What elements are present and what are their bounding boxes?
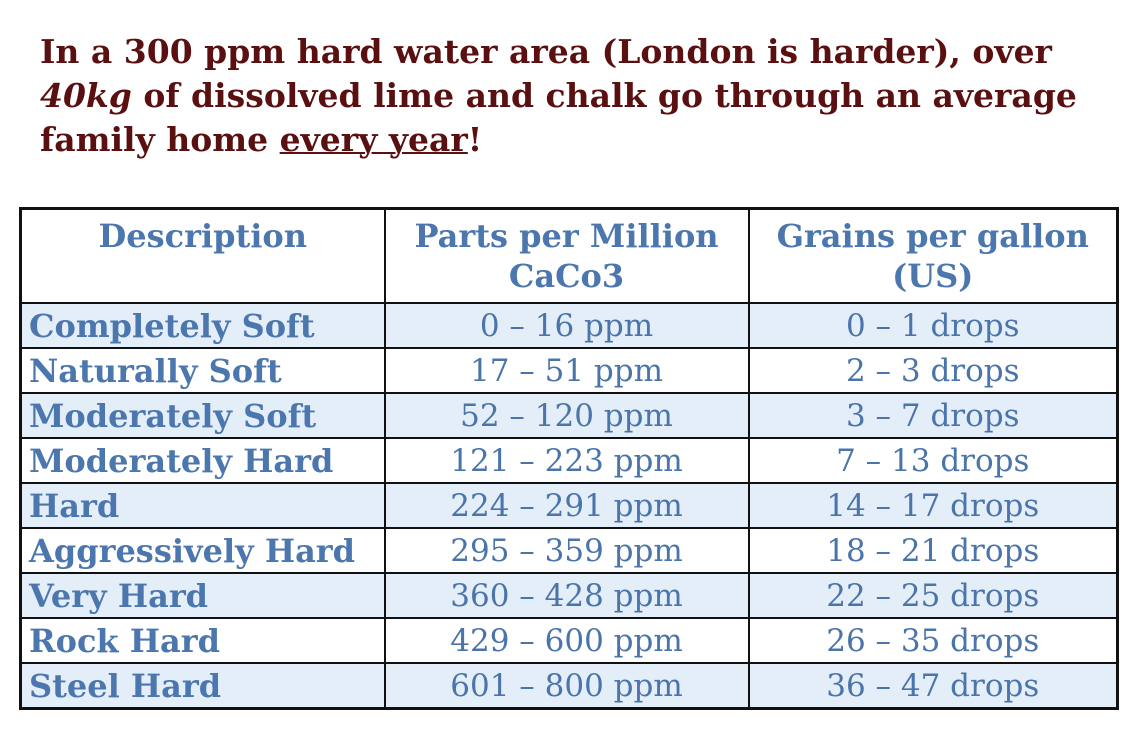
- headline-line-3-start: family home: [40, 120, 280, 159]
- table-row: [21, 303, 1118, 348]
- cell-gpg: 2 – 3 drops: [749, 348, 1118, 393]
- cell-description: Moderately Hard: [21, 438, 385, 483]
- headline-emphasis-40kg: 40kg: [40, 76, 132, 115]
- headline-underlined-every-year: every year: [279, 120, 468, 159]
- header-gpg-line-1: Grains per gallon: [776, 217, 1089, 255]
- headline: [40, 30, 1120, 162]
- header-description: [21, 209, 385, 304]
- cell-description: Naturally Soft: [21, 348, 385, 393]
- cell-gpg: 22 – 25 drops: [749, 573, 1118, 618]
- cell-ppm: 52 – 120 ppm: [385, 393, 749, 438]
- cell-ppm: 224 – 291 ppm: [385, 483, 749, 528]
- header-gpg: [749, 209, 1118, 304]
- cell-gpg: 3 – 7 drops: [749, 393, 1118, 438]
- table-header-row: [21, 209, 1118, 304]
- cell-description: Moderately Soft: [21, 393, 385, 438]
- cell-gpg: 26 – 35 drops: [749, 618, 1118, 663]
- cell-description: Rock Hard: [21, 618, 385, 663]
- cell-description: Aggressively Hard: [21, 528, 385, 573]
- cell-ppm: 295 – 359 ppm: [385, 528, 749, 573]
- table-row: [21, 393, 1118, 438]
- header-ppm: [385, 209, 749, 304]
- cell-ppm: 360 – 428 ppm: [385, 573, 749, 618]
- table-row: [21, 663, 1118, 709]
- table-row: [21, 528, 1118, 573]
- headline-line-3-end: !: [467, 120, 483, 159]
- cell-description: Hard: [21, 483, 385, 528]
- cell-gpg: 7 – 13 drops: [749, 438, 1118, 483]
- cell-ppm: 17 – 51 ppm: [385, 348, 749, 393]
- cell-gpg: 36 – 47 drops: [749, 663, 1118, 709]
- headline-line-2-text: of dissolved lime and chalk go through an average: [131, 76, 1077, 115]
- water-hardness-table: [19, 207, 1119, 710]
- cell-ppm: 429 – 600 ppm: [385, 618, 749, 663]
- table-row: [21, 438, 1118, 483]
- headline-line-1: In a 300 ppm hard water area (London is harder), over: [40, 32, 1052, 71]
- cell-gpg: 18 – 21 drops: [749, 528, 1118, 573]
- cell-description: Completely Soft: [21, 303, 385, 348]
- cell-description: Very Hard: [21, 573, 385, 618]
- cell-gpg: 0 – 1 drops: [749, 303, 1118, 348]
- cell-ppm: 601 – 800 ppm: [385, 663, 749, 709]
- headline-line-3: [40, 118, 1120, 162]
- table-row: [21, 348, 1118, 393]
- cell-description: Steel Hard: [21, 663, 385, 709]
- header-ppm-line-1: Parts per Million: [414, 217, 719, 255]
- cell-ppm: 121 – 223 ppm: [385, 438, 749, 483]
- table-row: [21, 483, 1118, 528]
- header-ppm-line-2: CaCo3: [508, 257, 625, 295]
- cell-gpg: 14 – 17 drops: [749, 483, 1118, 528]
- table-row: [21, 573, 1118, 618]
- cell-ppm: 0 – 16 ppm: [385, 303, 749, 348]
- table-row: [21, 618, 1118, 663]
- header-description-label: Description: [98, 217, 308, 255]
- header-gpg-line-2: (US): [892, 257, 974, 295]
- headline-line-2: [40, 74, 1120, 118]
